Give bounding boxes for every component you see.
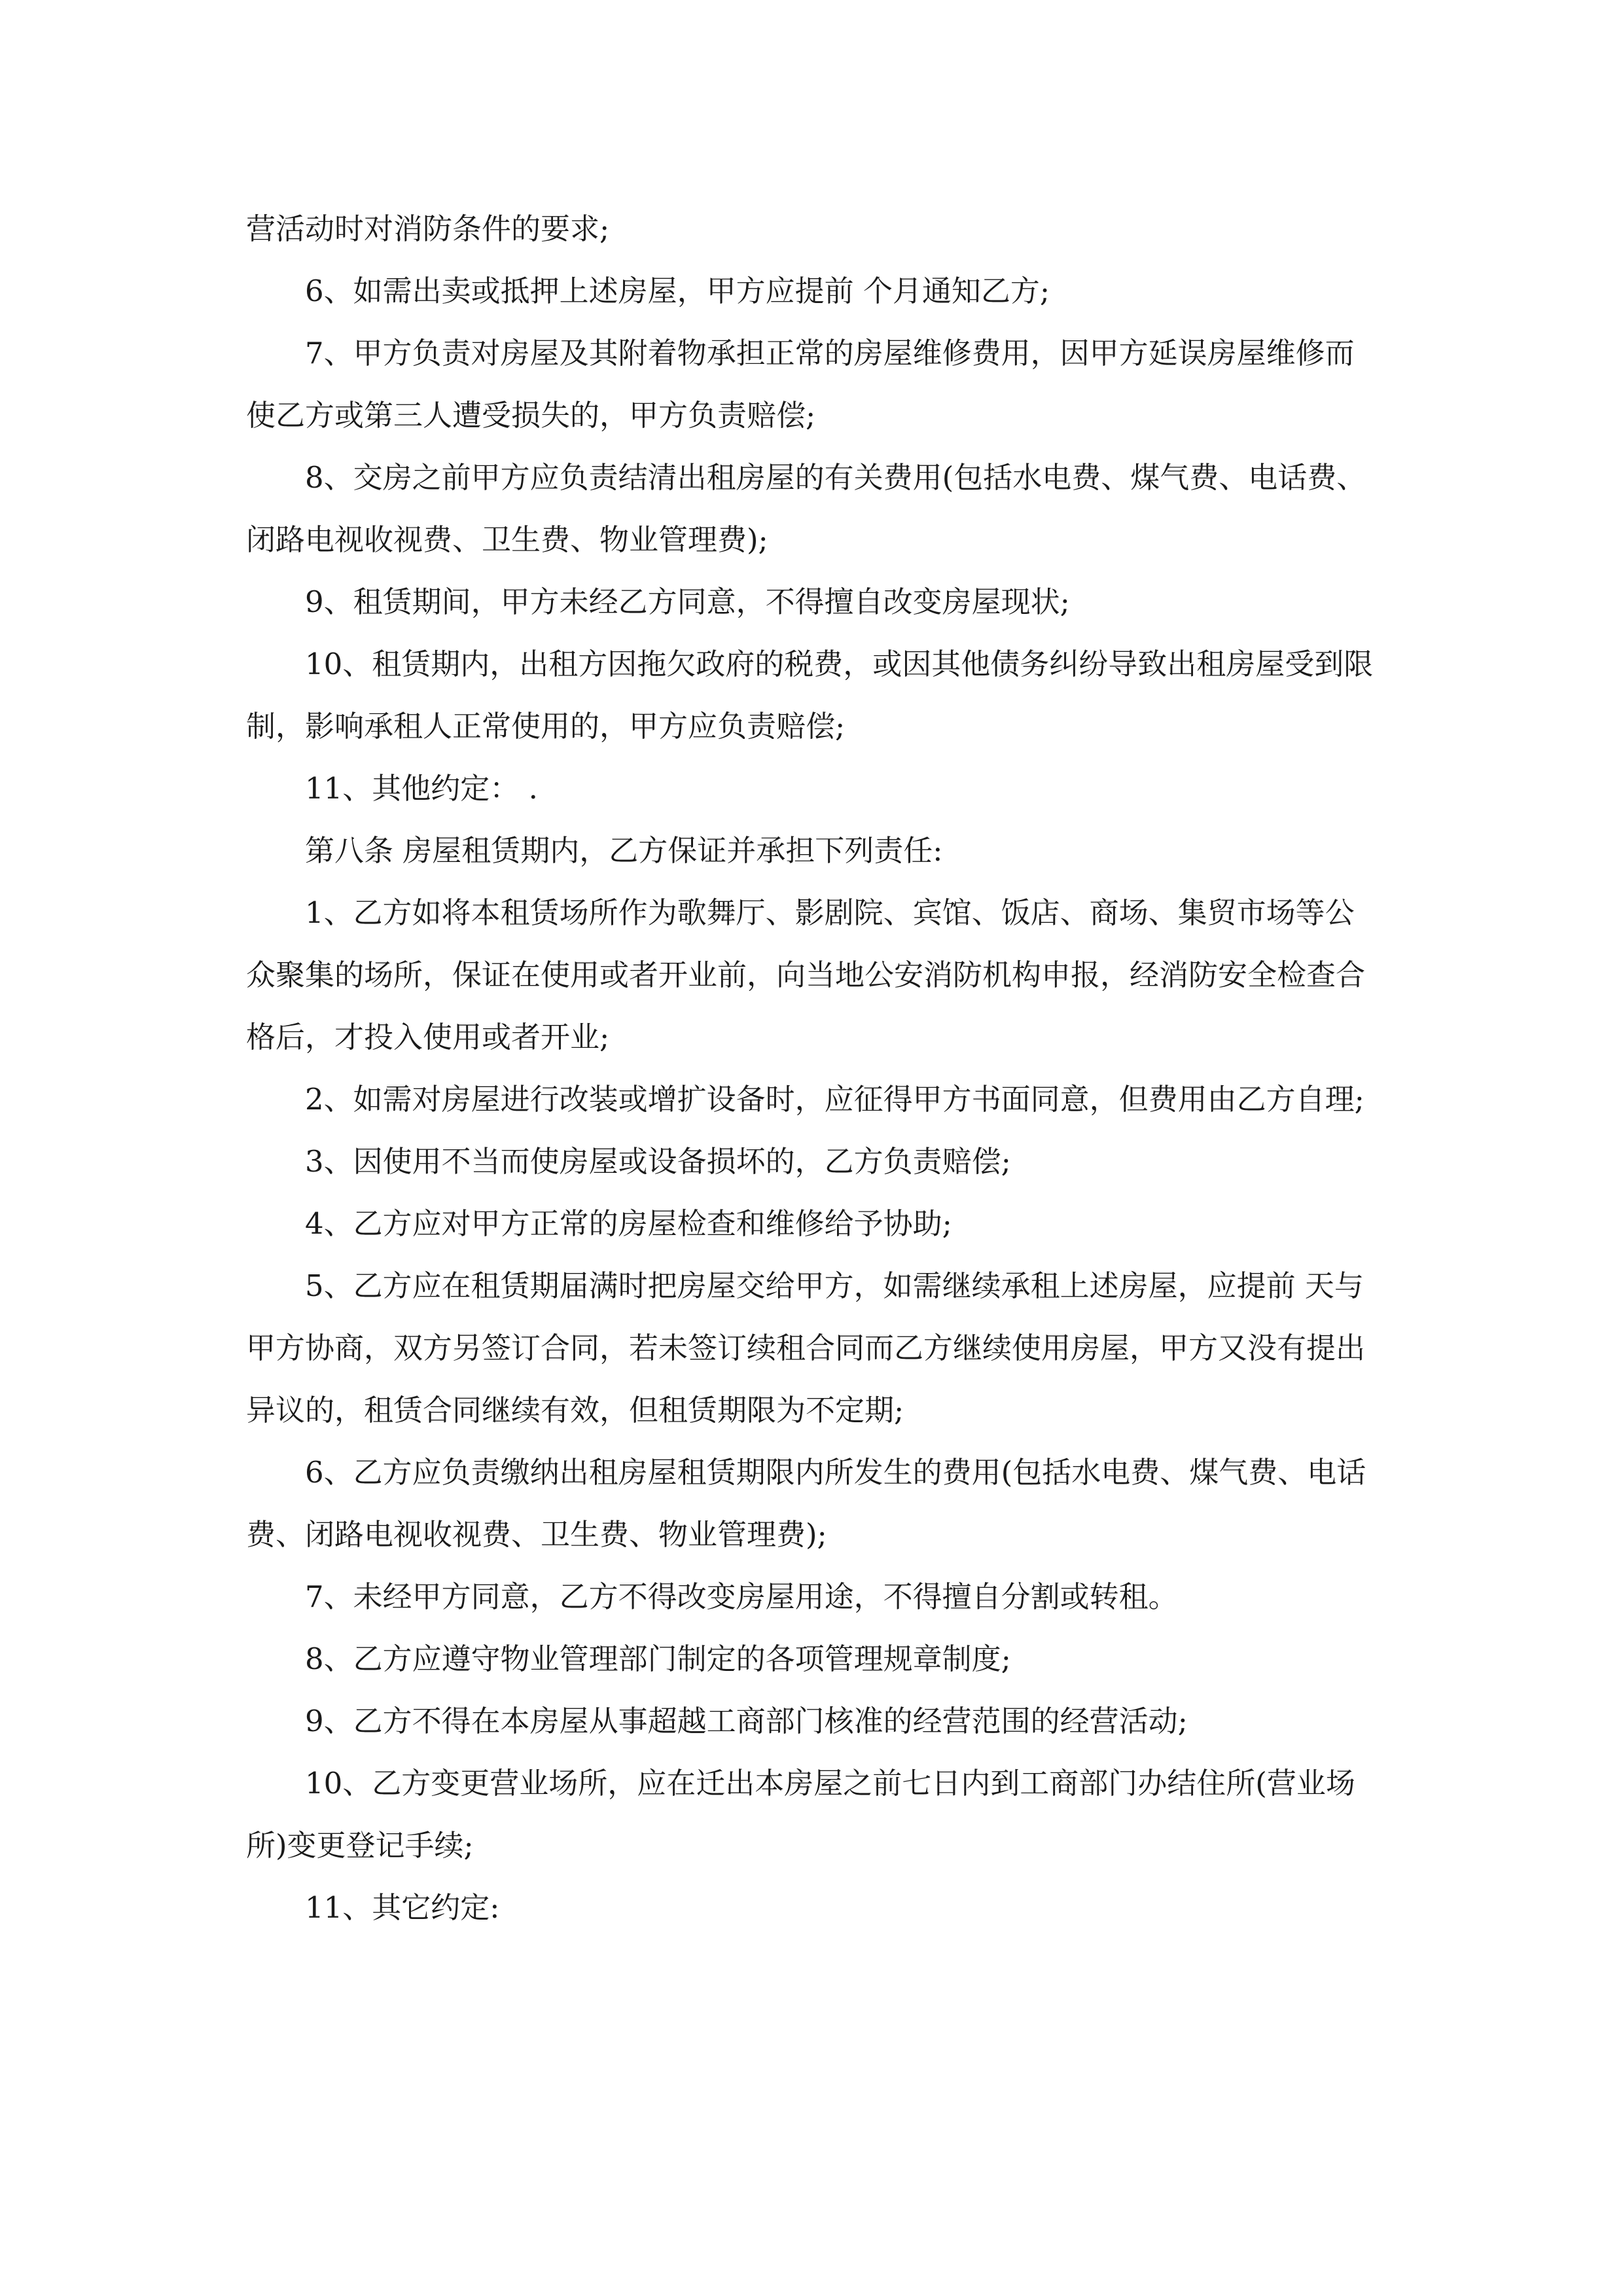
paragraph-2: 7、甲方负责对房屋及其附着物承担正常的房屋维修费用，因甲方延误房屋维修而使乙方或第三人遭受损失的，甲方负责赔偿; xyxy=(246,336,1355,433)
paragraph-3: 8、交房之前甲方应负责结清出租房屋的有关费用(包括水电费、煤气费、电话费、闭路电视收视费、卫生费、物业管理费); xyxy=(246,460,1366,557)
paragraph-16: 9、乙方不得在本房屋从事超越工商部门核准的经营范围的经营活动; xyxy=(305,1704,1188,1738)
paragraph-15: 8、乙方应遵守物业管理部门制定的各项管理规章制度; xyxy=(305,1641,1011,1676)
paragraph-17: 10、乙方变更营业场所，应在迁出本房屋之前七日内到工商部门办结住所(营业场所)变更登记手续; xyxy=(246,1766,1355,1863)
paragraph-13: 6、乙方应负责缴纳出租房屋租赁期限内所发生的费用(包括水电费、煤气费、电话费、闭路电视收视费、卫生费、物业管理费); xyxy=(246,1455,1366,1552)
paragraph-5: 10、租赁期内，出租方因拖欠政府的税费，或因其他债务纠纷导致出租房屋受到限制，影响承租人正常使用的，甲方应负责赔偿; xyxy=(246,647,1374,744)
paragraph-14: 7、未经甲方同意，乙方不得改变房屋用途，不得擅自分割或转租。 xyxy=(305,1579,1178,1614)
paragraph-0: 营活动时对消防条件的要求; xyxy=(246,211,610,246)
paragraph-12: 5、乙方应在租赁期届满时把房屋交给甲方，如需继续承租上述房屋，应提前 天与甲方协商，双方另签订合同，若未签订续租合同而乙方继续使用房屋，甲方又没有提出异议的，租赁合同继续有效，但租赁期限为不定期; xyxy=(246,1268,1366,1427)
paragraph-11: 4、乙方应对甲方正常的房屋检查和维修给予协助; xyxy=(305,1206,952,1241)
paragraph-6: 11、其他约定： . xyxy=(305,771,538,806)
paragraph-10: 3、因使用不当而使房屋或设备损坏的，乙方负责赔偿; xyxy=(305,1144,1011,1179)
paragraph-9: 2、如需对房屋进行改装或增扩设备时，应征得甲方书面同意，但费用由乙方自理; xyxy=(305,1082,1364,1117)
paragraph-18: 11、其它约定: xyxy=(305,1890,500,1925)
section-heading-article-8: 第八条 房屋租赁期内，乙方保证并承担下列责任: xyxy=(305,833,943,868)
paragraph-8: 1、乙方如将本租赁场所作为歌舞厅、影剧院、宾馆、饭店、商场、集贸市场等公众聚集的场所，保证在使用或者开业前，向当地公安消防机构申报，经消防安全检查合格后，才投入使用或者开业; xyxy=(246,895,1366,1054)
paragraph-4: 9、租赁期间，甲方未经乙方同意，不得擅自改变房屋现状; xyxy=(305,584,1070,619)
paragraph-1: 6、如需出卖或抵押上述房屋，甲方应提前 个月通知乙方; xyxy=(305,274,1050,308)
document-body xyxy=(246,198,1383,1939)
